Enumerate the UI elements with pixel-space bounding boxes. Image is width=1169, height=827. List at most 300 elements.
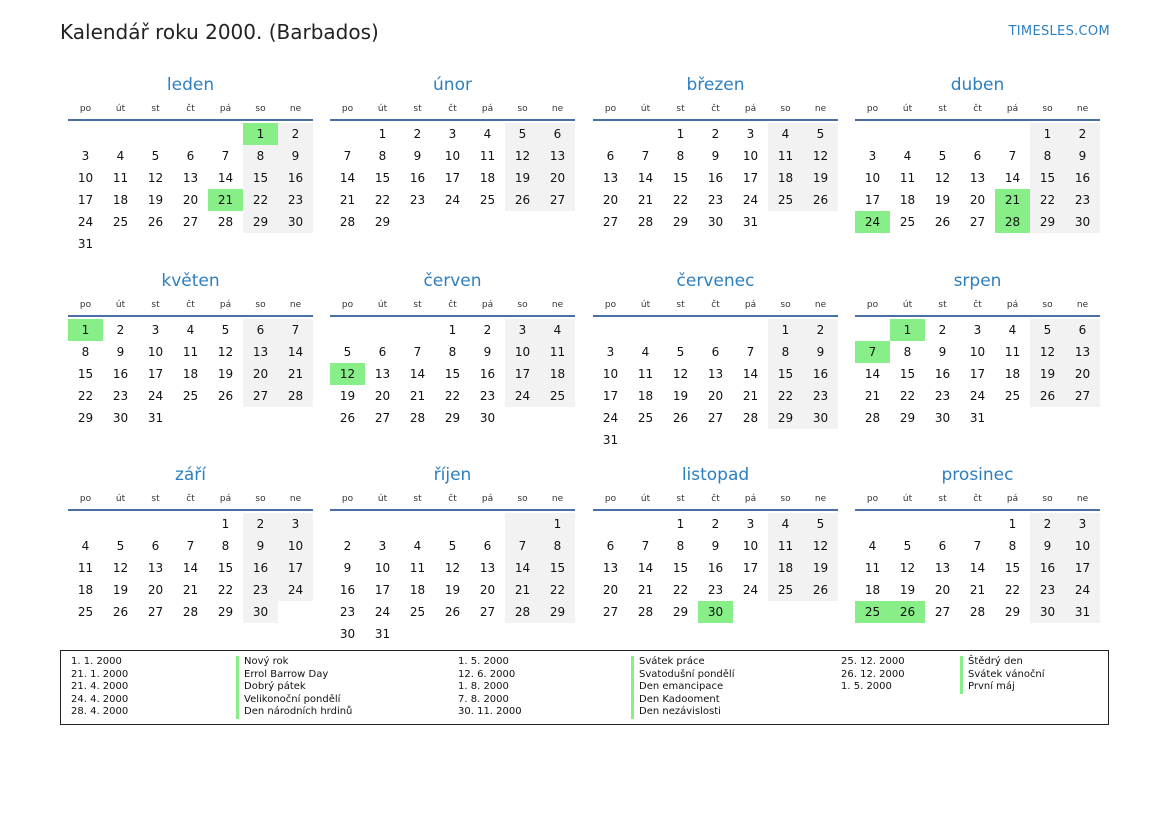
day-cell: 9 (803, 341, 838, 363)
weekday-label: út (115, 300, 126, 310)
day-cell: 19 (1030, 363, 1065, 385)
day-cell: 6 (711, 345, 720, 359)
day-cell: 26 (803, 579, 838, 601)
day-cell: 9 (278, 145, 313, 167)
empty-cell (435, 211, 470, 233)
day-cell: 23 (1065, 189, 1100, 211)
day-cell: 30 (278, 211, 313, 233)
weekday-label: st (151, 104, 160, 114)
day-cell: 27 (147, 605, 164, 619)
day-cell: 27 (934, 605, 951, 619)
month-11 (593, 461, 838, 623)
weekday-label: so (780, 300, 791, 310)
day-cell: 9 (116, 345, 125, 359)
day-cell: 23 (707, 583, 724, 597)
day-cell: 17 (742, 561, 759, 575)
day-cell: 12 (444, 561, 461, 575)
day-cell: 24 (505, 385, 540, 407)
empty-cell (733, 429, 768, 451)
day-cell: 18 (409, 583, 426, 597)
empty-cell (103, 233, 138, 255)
empty-cell (278, 601, 313, 623)
day-cell: 22 (540, 579, 575, 601)
weekday-label: st (676, 494, 685, 504)
day-cell: 23 (112, 389, 129, 403)
day-cell: 25 (77, 605, 94, 619)
weekday-header (330, 295, 575, 317)
weekday-label: pá (219, 104, 232, 114)
day-cell: 26 (444, 605, 461, 619)
day-cell: 9 (243, 535, 278, 557)
day-cell: 8 (540, 535, 575, 557)
weekday-header (593, 489, 838, 511)
empty-cell (995, 407, 1030, 429)
day-cell: 22 (1004, 583, 1021, 597)
weekday-label: út (115, 494, 126, 504)
weekday-label: st (413, 494, 422, 504)
day-cell: 24 (147, 389, 164, 403)
day-cell: 5 (343, 345, 352, 359)
day-cell: 6 (483, 539, 492, 553)
day-cell: 2 (711, 517, 720, 531)
day-cell: 5 (803, 513, 838, 535)
day-cell: 11 (182, 345, 199, 359)
weekday-label: pá (1006, 104, 1019, 114)
day-cell: 14 (742, 367, 759, 381)
day-cell: 27 (479, 605, 496, 619)
day-cell: 9 (711, 149, 720, 163)
legend-holiday-name: Nový rok (236, 656, 352, 669)
empty-cell (103, 123, 138, 145)
day-cell: 5 (1030, 319, 1065, 341)
day-cell: 16 (934, 367, 951, 381)
day-cell: 28 (637, 605, 654, 619)
weekday-label: po (341, 494, 354, 504)
empty-cell (628, 319, 663, 341)
day-cell: 1 (221, 517, 230, 531)
days-grid (593, 513, 838, 623)
day-cell: 5 (903, 539, 912, 553)
day-cell: 18 (182, 367, 199, 381)
day-cell: 10 (77, 171, 94, 185)
day-cell: 3 (746, 127, 755, 141)
empty-cell (663, 429, 698, 451)
empty-cell (593, 123, 628, 145)
day-cell: 5 (676, 345, 685, 359)
month-10 (330, 461, 575, 645)
days-grid (855, 513, 1100, 623)
legend-dates-2 (458, 656, 522, 719)
empty-cell (435, 513, 470, 535)
day-cell: 17 (969, 367, 986, 381)
day-cell: 29 (374, 215, 391, 229)
weekday-label: pá (744, 494, 757, 504)
day-cell: 2 (243, 513, 278, 535)
day-cell: 18 (540, 363, 575, 385)
day-cell: 20 (374, 389, 391, 403)
day-cell: 29 (672, 215, 689, 229)
day-cell: 23 (339, 605, 356, 619)
weekday-label: so (517, 494, 528, 504)
day-cell: 13 (1065, 341, 1100, 363)
weekday-label: pá (1006, 494, 1019, 504)
day-cell: 2 (1065, 123, 1100, 145)
day-cell: 10 (147, 345, 164, 359)
weekday-label: po (341, 300, 354, 310)
weekday-label: út (640, 104, 651, 114)
month-4 (855, 71, 1100, 233)
empty-cell (890, 513, 925, 535)
day-cell: 7 (505, 535, 540, 557)
day-cell: 23 (479, 389, 496, 403)
day-cell: 3 (746, 517, 755, 531)
day-cell: 2 (116, 323, 125, 337)
weekday-header (68, 99, 313, 121)
weekday-label: čt (186, 104, 195, 114)
day-cell: 11 (1004, 345, 1021, 359)
day-cell: 27 (602, 605, 619, 619)
day-cell: 10 (444, 149, 461, 163)
weekday-label: pá (481, 104, 494, 114)
empty-cell (505, 407, 540, 429)
day-cell: 28 (505, 601, 540, 623)
legend-holiday-name: Svátek vánoční (960, 669, 1045, 682)
day-cell: 30 (698, 601, 733, 623)
day-cell: 12 (1030, 341, 1065, 363)
day-cell: 18 (77, 583, 94, 597)
day-cell: 7 (278, 319, 313, 341)
empty-cell (628, 429, 663, 451)
empty-cell (698, 429, 733, 451)
day-cell: 21 (505, 579, 540, 601)
day-cell: 28 (995, 211, 1030, 233)
weekday-label: po (604, 104, 617, 114)
day-cell: 17 (444, 171, 461, 185)
weekday-label: po (604, 494, 617, 504)
weekday-label: čt (186, 300, 195, 310)
day-cell: 2 (803, 319, 838, 341)
day-cell: 28 (278, 385, 313, 407)
weekday-label: út (377, 494, 388, 504)
empty-cell (768, 601, 803, 623)
day-cell: 11 (864, 561, 881, 575)
day-cell: 12 (899, 561, 916, 575)
days-grid (593, 319, 838, 451)
weekday-label: st (413, 104, 422, 114)
weekday-label: st (676, 300, 685, 310)
day-cell: 15 (672, 171, 689, 185)
day-cell: 29 (768, 407, 803, 429)
day-cell: 23 (934, 389, 951, 403)
day-cell: 18 (1004, 367, 1021, 381)
days-grid (330, 513, 575, 645)
weekday-label: so (517, 300, 528, 310)
legend-date: 7. 8. 2000 (458, 693, 509, 705)
day-cell: 12 (672, 367, 689, 381)
day-cell: 16 (1030, 557, 1065, 579)
weekday-label: so (255, 104, 266, 114)
empty-cell (925, 513, 960, 535)
day-cell: 15 (1030, 167, 1065, 189)
empty-cell (1030, 407, 1065, 429)
day-cell: 18 (637, 389, 654, 403)
day-cell: 6 (540, 123, 575, 145)
day-cell: 8 (243, 145, 278, 167)
weekday-label: ne (814, 300, 827, 310)
day-cell: 8 (903, 345, 912, 359)
holiday-legend (60, 650, 1109, 725)
legend-dates-1 (71, 656, 128, 719)
day-cell: 16 (1065, 167, 1100, 189)
day-cell: 29 (540, 601, 575, 623)
day-cell: 13 (147, 561, 164, 575)
empty-cell (505, 211, 540, 233)
day-cell: 8 (221, 539, 230, 553)
weekday-label: st (413, 300, 422, 310)
day-cell: 18 (768, 557, 803, 579)
day-cell: 13 (243, 341, 278, 363)
day-cell: 12 (803, 145, 838, 167)
empty-cell (540, 623, 575, 645)
empty-cell (103, 513, 138, 535)
day-cell: 7 (1008, 149, 1017, 163)
day-cell: 24 (855, 211, 890, 233)
day-cell: 4 (483, 127, 492, 141)
empty-cell (698, 319, 733, 341)
day-cell: 5 (151, 149, 160, 163)
weekday-label: út (640, 494, 651, 504)
weekday-header (330, 99, 575, 121)
weekday-label: so (780, 104, 791, 114)
weekday-label: út (902, 494, 913, 504)
legend-holiday-name: Den emancipace (631, 681, 734, 694)
day-cell: 12 (217, 345, 234, 359)
day-cell: 25 (540, 385, 575, 407)
weekday-label: ne (289, 104, 302, 114)
weekday-label: po (79, 104, 92, 114)
legend-date: 28. 4. 2000 (71, 706, 129, 718)
day-cell: 28 (742, 411, 759, 425)
weekday-label: út (377, 104, 388, 114)
day-cell: 29 (217, 605, 234, 619)
day-cell: 1 (1030, 123, 1065, 145)
day-cell: 21 (637, 583, 654, 597)
weekday-label: ne (289, 494, 302, 504)
day-cell: 27 (243, 385, 278, 407)
day-cell: 8 (448, 345, 457, 359)
empty-cell (435, 623, 470, 645)
legend-date: 1. 1. 2000 (71, 656, 122, 667)
day-cell: 25 (768, 579, 803, 601)
day-cell: 26 (112, 605, 129, 619)
day-cell: 5 (221, 323, 230, 337)
legend-date: 26. 12. 2000 (841, 668, 905, 680)
empty-cell (173, 233, 208, 255)
weekday-label: ne (1076, 104, 1089, 114)
weekday-label: ne (1076, 494, 1089, 504)
day-cell: 1 (540, 513, 575, 535)
weekday-header (593, 99, 838, 121)
empty-cell (733, 601, 768, 623)
day-cell: 28 (182, 605, 199, 619)
legend-holiday-name: Den nezávislosti (631, 706, 734, 719)
empty-cell (208, 407, 243, 429)
day-cell: 21 (278, 363, 313, 385)
weekday-label: čt (973, 494, 982, 504)
day-cell: 19 (112, 583, 129, 597)
day-cell: 14 (505, 557, 540, 579)
empty-cell (1065, 407, 1100, 429)
weekday-label: po (866, 300, 879, 310)
day-cell: 24 (742, 583, 759, 597)
day-cell: 14 (278, 341, 313, 363)
day-cell: 19 (444, 583, 461, 597)
day-cell: 6 (186, 149, 195, 163)
day-cell: 16 (409, 171, 426, 185)
day-cell: 25 (1004, 389, 1021, 403)
day-cell: 24 (742, 193, 759, 207)
day-cell: 26 (505, 189, 540, 211)
day-cell: 3 (278, 513, 313, 535)
month-name: září (174, 465, 207, 485)
day-cell: 10 (969, 345, 986, 359)
day-cell: 28 (339, 215, 356, 229)
day-cell: 15 (768, 363, 803, 385)
legend-date: 12. 6. 2000 (458, 668, 516, 680)
day-cell: 31 (969, 411, 986, 425)
day-cell: 27 (540, 189, 575, 211)
empty-cell (855, 123, 890, 145)
empty-cell (243, 233, 278, 255)
day-cell: 2 (483, 323, 492, 337)
day-cell: 4 (413, 539, 422, 553)
day-cell: 24 (444, 193, 461, 207)
day-cell: 19 (505, 167, 540, 189)
weekday-label: ne (814, 104, 827, 114)
day-cell: 12 (147, 171, 164, 185)
empty-cell (470, 623, 505, 645)
empty-cell (505, 513, 540, 535)
day-cell: 11 (77, 561, 94, 575)
month-6 (330, 267, 575, 429)
weekday-label: čt (973, 104, 982, 114)
month-2 (330, 71, 575, 233)
day-cell: 27 (969, 215, 986, 229)
month-name: srpen (953, 271, 1002, 291)
day-cell: 1 (676, 517, 685, 531)
day-cell: 15 (217, 561, 234, 575)
day-cell: 17 (278, 557, 313, 579)
day-cell: 21 (208, 189, 243, 211)
day-cell: 28 (637, 215, 654, 229)
month-name: květen (161, 271, 220, 291)
empty-cell (628, 123, 663, 145)
day-cell: 15 (77, 367, 94, 381)
day-cell: 27 (1065, 385, 1100, 407)
day-cell: 25 (479, 193, 496, 207)
day-cell: 29 (672, 605, 689, 619)
day-cell: 14 (339, 171, 356, 185)
day-cell: 17 (505, 363, 540, 385)
day-cell: 20 (1065, 363, 1100, 385)
day-cell: 4 (641, 345, 650, 359)
day-cell: 11 (479, 149, 496, 163)
day-cell: 1 (1008, 517, 1017, 531)
month-name: únor (433, 75, 472, 95)
empty-cell (173, 123, 208, 145)
day-cell: 24 (602, 411, 619, 425)
day-cell: 23 (707, 193, 724, 207)
empty-cell (505, 623, 540, 645)
day-cell: 3 (1065, 513, 1100, 535)
day-cell: 15 (899, 367, 916, 381)
day-cell: 14 (969, 561, 986, 575)
month-1 (68, 71, 313, 255)
empty-cell (593, 513, 628, 535)
day-cell: 3 (448, 127, 457, 141)
weekday-label: ne (289, 300, 302, 310)
day-cell: 13 (479, 561, 496, 575)
weekday-label: ne (814, 494, 827, 504)
day-cell: 3 (505, 319, 540, 341)
day-cell: 5 (505, 123, 540, 145)
weekday-label: út (377, 300, 388, 310)
day-cell: 16 (803, 363, 838, 385)
day-cell: 13 (707, 367, 724, 381)
empty-cell (803, 211, 838, 233)
day-cell: 9 (711, 539, 720, 553)
day-cell: 19 (217, 367, 234, 381)
day-cell: 26 (1030, 385, 1065, 407)
day-cell: 19 (899, 583, 916, 597)
day-cell: 11 (409, 561, 426, 575)
legend-holiday-name: Svátek práce (631, 656, 734, 669)
weekday-label: st (938, 104, 947, 114)
day-cell: 15 (672, 561, 689, 575)
day-cell: 13 (602, 171, 619, 185)
day-cell: 25 (112, 215, 129, 229)
day-cell: 25 (855, 601, 890, 623)
day-cell: 7 (746, 345, 755, 359)
day-cell: 13 (540, 145, 575, 167)
empty-cell (208, 233, 243, 255)
day-cell: 24 (278, 579, 313, 601)
weekday-label: so (255, 300, 266, 310)
day-cell: 18 (479, 171, 496, 185)
day-cell: 15 (1004, 561, 1021, 575)
day-cell: 4 (186, 323, 195, 337)
day-cell: 29 (1030, 211, 1065, 233)
day-cell: 20 (479, 583, 496, 597)
day-cell: 28 (864, 411, 881, 425)
day-cell: 31 (374, 627, 391, 641)
weekday-label: út (902, 104, 913, 114)
legend-holiday-name: Velikonoční pondělí (236, 694, 352, 707)
day-cell: 4 (768, 513, 803, 535)
day-cell: 17 (1065, 557, 1100, 579)
day-cell: 22 (672, 583, 689, 597)
weekday-label: pá (744, 300, 757, 310)
month-9 (68, 461, 313, 623)
empty-cell (68, 513, 103, 535)
day-cell: 5 (116, 539, 125, 553)
day-cell: 13 (602, 561, 619, 575)
weekday-label: út (902, 300, 913, 310)
site-link[interactable]: TIMESLES.COM (1008, 24, 1110, 39)
empty-cell (365, 513, 400, 535)
day-cell: 22 (243, 189, 278, 211)
weekday-label: st (151, 300, 160, 310)
